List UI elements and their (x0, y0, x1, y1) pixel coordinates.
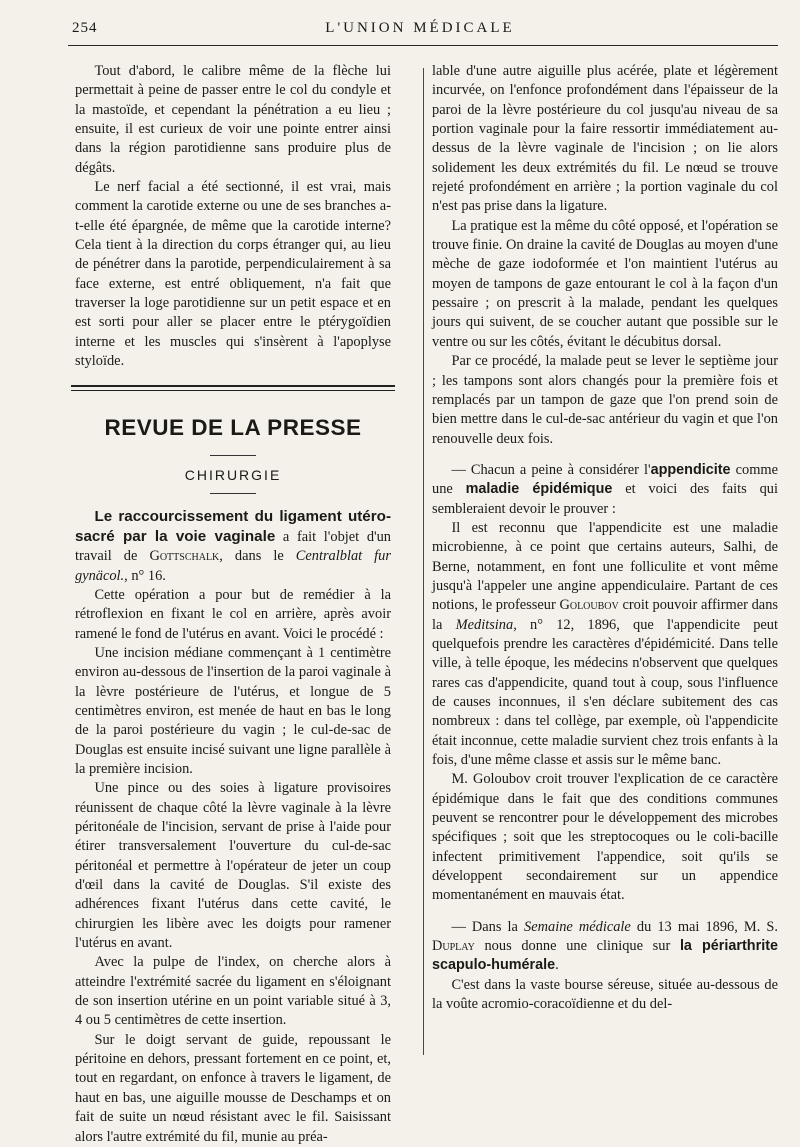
paragraph: La pratique est la même du côté opposé, et l'opération se trouve finie. On draine la cavité de Douglas au moyen d'une mèche de gaze iodoformée et l'on maintient l'utérus au moyen de tampons de gaze entourant le col à la façon d'un pessaire ; on prescrit à la malade, pendant les quelques jours qui suivent, de se coucher autant que possible sur le ventre ou sur les côtés, évitant le décubitus dorsal. (432, 217, 778, 350)
text-run: du 13 mai 1896, M. S. (630, 918, 779, 935)
text-run: croit pouvoir affirmer dans la (432, 597, 778, 633)
paragraph: Par ce procédé, la malade peut se lever le septième jour ; les tampons sont alors changés pour la première fois et remplacés par un tampon de gaze que l'on prend soin de bien mettre dans le cul-de-sac antérieur du vagin et que l'on renouvelle deux fois. (432, 353, 778, 447)
journal-name: Centralblat fur gynäcol. (75, 548, 391, 584)
spacer (432, 449, 778, 461)
text-run: — Chacun a peine à considérer l' (451, 461, 651, 478)
subtitle-rule (210, 493, 256, 494)
left-column (75, 62, 391, 1147)
journal-name: Meditsina (455, 616, 514, 633)
author-name: Duplay (432, 938, 475, 955)
running-title: L'UNION MÉDICALE (325, 20, 515, 36)
text-run: comme une (432, 461, 778, 498)
author-name: Goloubov (559, 597, 619, 614)
text-run: et voici des faits qui sembleraient devoir le prouver : (432, 481, 778, 517)
keyword: la périarthrite scapulo-humérale (432, 938, 778, 974)
section-separator (71, 385, 395, 391)
paragraph: M. Goloubov croit trouver l'explication de ce caractère épidémique dans le fait que des conditions communes peuvent se rencontrer pour le développement des microbes spécifiques ; soit que les streptocoques ou le coli-bacille infectent primitivement l'appendice, soit qu'ils se développent secondairement sur un appendice momentanément en mauvais état. (432, 771, 778, 904)
paragraph: Avec la pulpe de l'index, on cherche alors à atteindre l'extrémité sacrée du ligament en s'éloignant de son insertion utérine en un point variable situé à 3, 4 ou 5 centimètres de cette insertion. (75, 954, 391, 1029)
paragraph: Le nerf facial a été sectionné, il est vrai, mais comment la carotide externe ou une de ses branches a-t-elle été épargnée, de même que la carotide interne? Cela tient à la direction du corps étranger qui, au lieu de pénétrer dans la parotide, perpendiculairement à sa face externe, est entré obliquement, n'a fait que traverser la loge parotidienne sur un petit espace et en est sorti pour aller se placer entre le ptérygoïdien interne et les muscles qui s'insèrent à l'apoplyse styloïde. (75, 179, 391, 370)
paragraph: Sur le doigt servant de guide, repoussant le péritoine en dehors, pressant fortement en ce point, et, tout en regardant, on enfonce à travers le ligament, de haut en bas, une aiguille mousse de Deschamps et on fait de suite un nœud résistant avec le fil. Saisissant alors l'autre extrémité du fil, munie au préa- (75, 1031, 391, 1145)
text-run: , n° 16. (124, 567, 166, 584)
paragraph: Cette opération a pour but de remédier à la rétroflexion en fixant le col en arrière, après avoir ramené le fond de l'utérus en avant. Voici le procédé : (75, 586, 391, 642)
paragraph (432, 519, 778, 770)
text-run: — Dans la (451, 918, 525, 935)
paragraph: Une pince ou des soies à ligature provisoires réunissent de chaque côté la lèvre vaginale à la lèvre péritonéale de l'incision, servant de prise à l'aide pour étirer transversalement l'ouverture du cul-de-sac péritonéal et permettre à l'opérateur de jeter un coup d'œil dans la cavité de Douglas. S'il existe des adhérences fixant l'utérus dans cette cavité, le chirurgien les libère avec les doigts pour ramener l'utérus en avant. (75, 780, 391, 952)
article-title: Le raccourcissement du ligament utéro-sacré par la voie vaginale (75, 507, 391, 545)
page-header (68, 20, 772, 42)
keyword: appendicite (650, 461, 731, 478)
paragraph (432, 918, 778, 976)
author-name: Gottschalk (149, 548, 220, 565)
spacer (432, 906, 778, 918)
text-run: , dans le (219, 548, 296, 565)
text-run: . (555, 957, 559, 974)
right-column (432, 62, 778, 1015)
article-intro (75, 507, 391, 586)
section-title: REVUE DE LA PRESSE (104, 414, 362, 440)
text-run: Il est reconnu que l'appendicite est une maladie microbienne, à ce point que certains auteurs, Salhi, de Berne, notamment, en font une folliculite et vont même jusqu'à l'appeler une angine appendiculaire. Partant de ces notions, le professeur (432, 519, 778, 614)
text-run: a fait l'objet d'un travail de (75, 528, 392, 565)
header-rule (68, 45, 778, 46)
paragraph: Tout d'abord, le calibre même de la flèche lui permettait à peine de passer entre le col du condyle et la mastoïde, et cependant la pénétration a eu lieu ; ensuite, il est curieux de voir une pointe entrer ainsi dans la région parotidienne sans produire plus de dégâts. (75, 63, 391, 176)
paragraph: lable d'une autre aiguille plus acérée, plate et légèrement incurvée, on l'enfonce profondément dans l'épaisseur de la paroi de la lèvre postérieure du col jusqu'au niveau de sa portion vaginale pour la faire ressortir immédiatement au-dessus de la lèvre vaginale de l'incision ; on lie alors solidement les deux extrémités du fil. Le nœud se trouve rejeté profondément en arrière ; la portion vaginale du col n'est pas prise dans la ligature. (432, 63, 778, 215)
paragraph: C'est dans la vaste bourse séreuse, située au-dessous de la voûte acromio-coracoïdienne et du del- (432, 976, 778, 1013)
keyword: maladie épidémique (465, 481, 613, 498)
column-divider (423, 68, 424, 1055)
text-run: , n° 12, 1896, que l'appendicite peut quelquefois prendre les caractères d'épidémicité. Dans telle ville, à telle époque, les médecins n'observent que quelques rares cas d'appendicite, quand tout à coup, sous l'influence de causes inconnues, il s'en déclare subitement des cas nombreux : dans tel collège, par exemple, où l'appendicite était inconnue, cette maladie survient chez trois enfants à la fois, d'une même classe et assis sur le même banc. (432, 616, 778, 769)
paragraph: Une incision médiane commençant à 1 centimètre environ au-dessous de l'insertion de la paroi vaginale à la lèvre postérieure de l'utérus, et longue de 5 centimètres environ, est menée de haut en bas le long de la paroi postérieure du vagin ; le cul-de-sac de Douglas est ensuite incisé suivant une ligne parallèle à la première incision. (75, 644, 391, 777)
subsection-title: CHIRURGIE (184, 466, 282, 483)
journal-name: Semaine médicale (524, 918, 631, 935)
page-number: 254 (72, 20, 98, 36)
text-run: nous donne une clinique sur (474, 938, 680, 955)
paragraph (432, 461, 778, 519)
title-rule (210, 455, 256, 456)
